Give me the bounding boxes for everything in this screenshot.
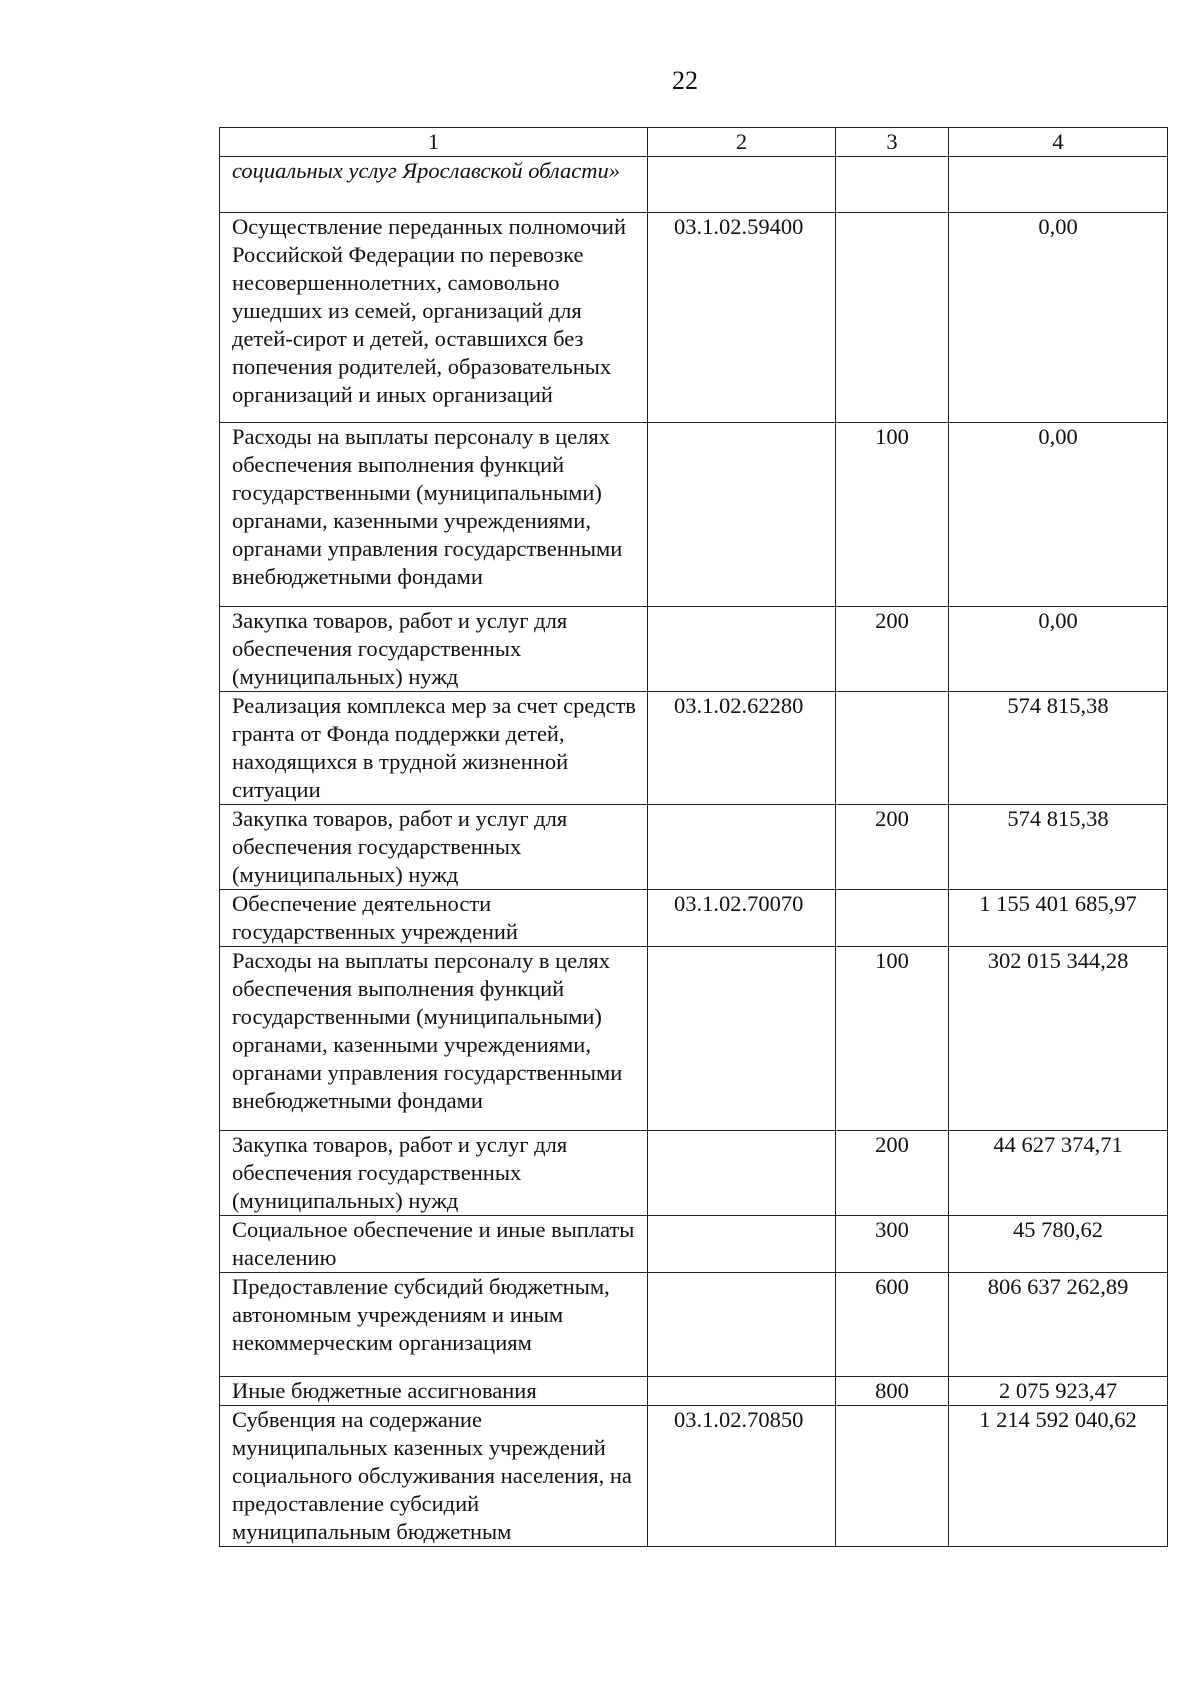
program-code-cell xyxy=(648,1273,836,1377)
program-code-cell xyxy=(648,805,836,890)
column-header-3: 3 xyxy=(836,128,949,157)
program-code-cell xyxy=(648,423,836,607)
table-body xyxy=(220,128,1168,1547)
expense-name-cell: Осуществление переданных полномочий Российской Федерации по перевозке несовершеннолетних, самовольно ушедших из семей, организаций для детей-сирот и детей, оставшихся без попечения родителей, образовательных организаций и иных организаций xyxy=(220,213,648,423)
amount-cell: 574 815,38 xyxy=(949,692,1168,805)
table-row xyxy=(220,423,1168,607)
amount-cell: 574 815,38 xyxy=(949,805,1168,890)
table-row xyxy=(220,947,1168,1131)
expense-type-cell xyxy=(836,157,949,213)
expense-type-cell: 800 xyxy=(836,1377,949,1406)
amount-cell: 45 780,62 xyxy=(949,1216,1168,1273)
program-code-cell: 03.1.02.70850 xyxy=(648,1406,836,1547)
expense-type-cell: 300 xyxy=(836,1216,949,1273)
amount-cell: 0,00 xyxy=(949,213,1168,423)
expense-type-cell: 100 xyxy=(836,423,949,607)
expense-type-cell: 100 xyxy=(836,947,949,1131)
program-code-cell xyxy=(648,947,836,1131)
amount-cell: 806 637 262,89 xyxy=(949,1273,1168,1377)
table-row xyxy=(220,1273,1168,1377)
amount-cell: 44 627 374,71 xyxy=(949,1131,1168,1216)
expense-name-cell: Реализация комплекса мер за счет средств гранта от Фонда поддержки детей, находящихся в трудной жизненной ситуации xyxy=(220,692,648,805)
expense-name-cell: социальных услуг Ярославской области» xyxy=(220,157,648,213)
table-row xyxy=(220,1131,1168,1216)
table-row xyxy=(220,1377,1168,1406)
expense-type-cell xyxy=(836,1406,949,1547)
expense-type-cell: 200 xyxy=(836,1131,949,1216)
expense-type-cell xyxy=(836,692,949,805)
program-code-cell xyxy=(648,1216,836,1273)
program-code-cell xyxy=(648,1377,836,1406)
table-row xyxy=(220,1406,1168,1547)
amount-cell: 0,00 xyxy=(949,607,1168,692)
column-header-4: 4 xyxy=(949,128,1168,157)
expense-name-cell: Расходы на выплаты персоналу в целях обеспечения выполнения функций государственными (муниципальными) органами, казенными учреждениями, органами управления государственными внебюджетными фондами xyxy=(220,423,648,607)
program-code-cell: 03.1.02.62280 xyxy=(648,692,836,805)
expense-type-cell: 600 xyxy=(836,1273,949,1377)
page-number: 22 xyxy=(672,66,698,95)
column-header-2: 2 xyxy=(648,128,836,157)
expense-name-cell: Предоставление субсидий бюджетным, автономным учреждениям и иным некоммерческим организациям xyxy=(220,1273,648,1377)
table-row xyxy=(220,1216,1168,1273)
program-code-cell xyxy=(648,157,836,213)
amount-cell: 1 155 401 685,97 xyxy=(949,890,1168,947)
expense-name-cell: Социальное обеспечение и иные выплаты населению xyxy=(220,1216,648,1273)
amount-cell xyxy=(949,157,1168,213)
table-row xyxy=(220,607,1168,692)
expense-type-cell: 200 xyxy=(836,805,949,890)
expense-name-cell: Закупка товаров, работ и услуг для обеспечения государственных (муниципальных) нужд xyxy=(220,607,648,692)
column-header-1: 1 xyxy=(220,128,648,157)
program-code-cell: 03.1.02.59400 xyxy=(648,213,836,423)
expense-name-cell: Расходы на выплаты персоналу в целях обеспечения выполнения функций государственными (муниципальными) органами, казенными учреждениями, органами управления государственными внебюджетными фондами xyxy=(220,947,648,1131)
expense-name-cell: Закупка товаров, работ и услуг для обеспечения государственных (муниципальных) нужд xyxy=(220,1131,648,1216)
table-row xyxy=(220,805,1168,890)
budget-table xyxy=(219,127,1168,1547)
amount-cell: 2 075 923,47 xyxy=(949,1377,1168,1406)
table-row xyxy=(220,692,1168,805)
program-code-cell: 03.1.02.70070 xyxy=(648,890,836,947)
table-row xyxy=(220,890,1168,947)
expense-type-cell xyxy=(836,213,949,423)
amount-cell: 1 214 592 040,62 xyxy=(949,1406,1168,1547)
program-code-cell xyxy=(648,607,836,692)
table-row xyxy=(220,213,1168,423)
expense-name-cell: Иные бюджетные ассигнования xyxy=(220,1377,648,1406)
expense-type-cell: 200 xyxy=(836,607,949,692)
amount-cell: 302 015 344,28 xyxy=(949,947,1168,1131)
expense-name-cell: Субвенция на содержание муниципальных казенных учреждений социального обслуживания населения, на предоставление субсидий муниципальным бюджетным xyxy=(220,1406,648,1547)
amount-cell: 0,00 xyxy=(949,423,1168,607)
expense-name-cell: Обеспечение деятельности государственных учреждений xyxy=(220,890,648,947)
program-code-cell xyxy=(648,1131,836,1216)
expense-type-cell xyxy=(836,890,949,947)
header-row xyxy=(220,128,1168,157)
table-row xyxy=(220,157,1168,213)
expense-name-cell: Закупка товаров, работ и услуг для обеспечения государственных (муниципальных) нужд xyxy=(220,805,648,890)
